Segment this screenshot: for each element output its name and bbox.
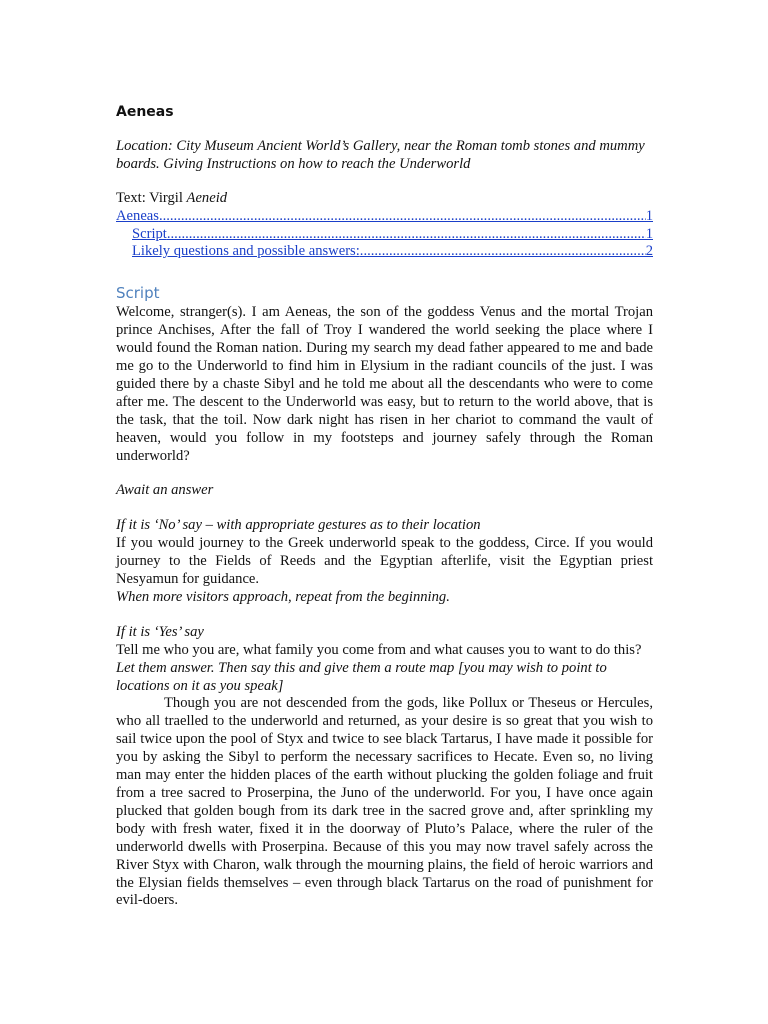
toc-page-number: 2 [645,243,653,260]
spacer [116,607,653,624]
let-them-answer-instruction: Let them answer. Then say this and give them a route map [you may wish to point to locations on it as you speak] [116,659,607,694]
toc-link-aeneas[interactable] [116,208,653,226]
text-source-line [116,190,653,208]
script-heading: Script [116,284,160,303]
toc-link-script[interactable] [116,226,653,244]
toc-page-number: 1 [645,225,653,242]
no-answer-text: If you would journey to the Greek underworld speak to the goddess, Circe. If you would journey to the Fields of Reeds and the Egyptian afterlife, visit the Egyptian priest Nesyamun for guidance. [116,535,653,588]
repeat-instruction: When more visitors approach, repeat from the beginning. [116,588,450,605]
toc-label: Aeneas [116,207,159,224]
toc-page-number: 1 [645,207,653,224]
toc-label: Likely questions and possible answers: [132,243,360,260]
toc-leader [360,243,646,261]
welcome-paragraph: Welcome, stranger(s). I am Aeneas, the son of the goddess Venus and the mortal Trojan prince Anchises, After the fall of Troy I wandered the world seeking the place where I would found the Roman nation. During my search my dead father appeared to me and bade me go to the Underworld to find him in Elysium in the radiant councils of the just. I was guided there by a chaste Sibyl and he told me about all the descendants who were to come after me. The descent to the Underworld was easy, but to return to the world above, that is the task, that the toil. Now dark night has risen in her chariot to command the vault of heaven, would you follow in my footsteps and journey safely through the Roman underworld? [116,304,653,464]
text-source-work: Aeneid [186,189,228,206]
location-line: Location: City Museum Ancient World’s Gallery, near the Roman tomb stones and mummy boards. Giving Instructions on how to reach the Underworld [116,137,645,172]
yes-answer-heading: If it is ‘Yes’ say [116,623,204,640]
toc-label: Script [132,225,167,242]
toc-leader [167,226,646,244]
document-body [116,104,653,910]
await-answer-instruction: Await an answer [116,482,214,499]
toc-leader [159,208,646,226]
toc-link-likely-questions[interactable] [116,243,653,261]
route-paragraph: Though you are not descended from the gods, like Pollux or Theseus or Hercules, who all traelled to the underworld and returned, as your desire is so great that you wish to sail twice upon the pool of Styx and twice to see black Tartarus, I have made it possible for you by asking the Sibyl to perform the necessary sacrifices to Hecate. Even so, no living man may enter the hidden places of the earth without plucking the golden foliage and fruit from a tree sacred to Proserpina, the Juno of the underworld. For you, I have once again plucked that golden bough from its dark tree in the sacred grove and, after sprinkling my body with fresh water, fixed it in the doorway of Pluto’s Palace, where the ruler of the underworld dwells with Proserpina. Because of this you may now travel safely across the River Styx with Charon, walk through the mourning plains, the field of heroic warriors and the Elysian fields themselves – even through black Tartarus on the road of punishment for evil-doers. [116,695,653,909]
spacer [116,500,653,517]
text-source-prefix: Text: Virgil [116,189,187,206]
table-of-contents [116,208,653,262]
yes-answer-text: Tell me who you are, what family you come from and what causes you to want to do this? [116,641,642,658]
document-title: Aeneas [116,104,174,120]
no-answer-heading: If it is ‘No’ say – with appropriate gestures as to their location [116,517,481,534]
spacer [116,465,653,482]
